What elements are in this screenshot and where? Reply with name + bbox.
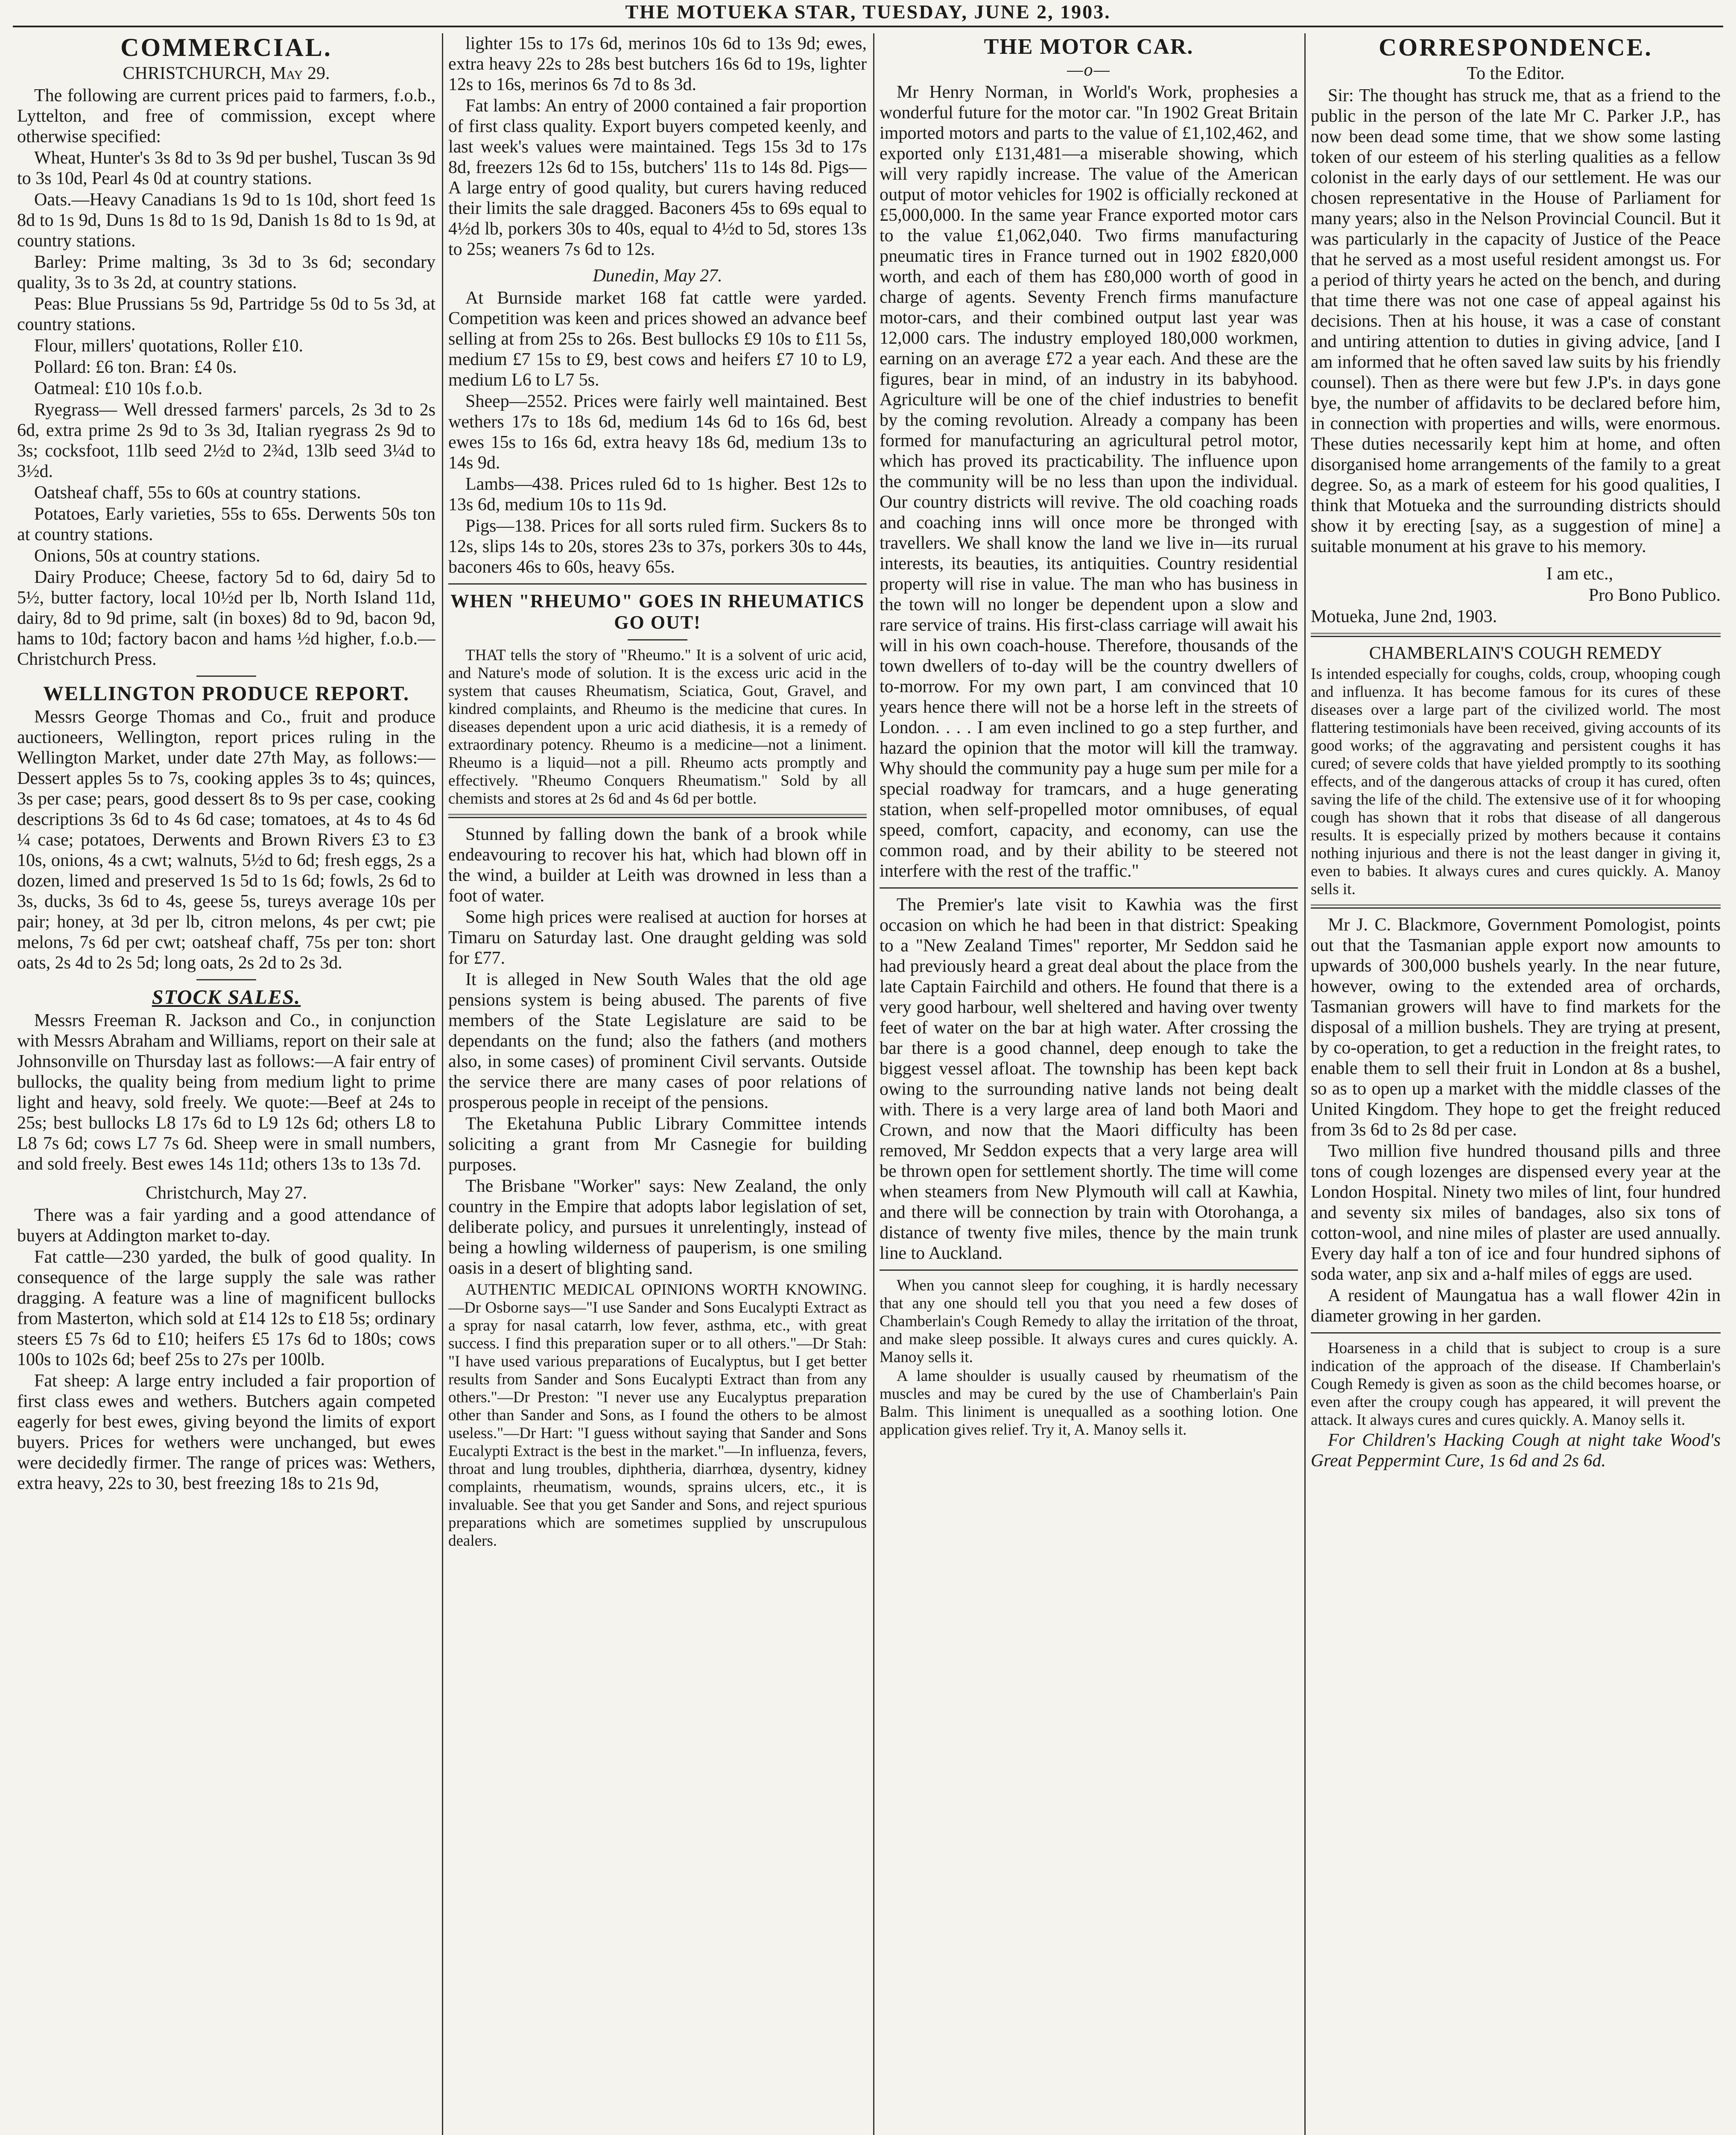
wellington-heading: WELLINGTON PRODUCE REPORT. (43, 682, 409, 705)
divider (196, 676, 256, 677)
paragraph: It is alleged in New South Wales that the old age pensions system is being abused. The parents of five members of the State Legislature are said to be dependants on the fund; also the fathers (and mothers also, in some cases) of prominent Civil servants. Outside the service there are many cases of poor relations of prosperous people in receipt of the pensions. (448, 970, 867, 1112)
paragraph: A resident of Maungatua has a wall flower 42in in diameter growing in her garden. (1311, 1286, 1721, 1326)
chamberlain-heading: CHAMBERLAIN'S COUGH REMEDY (1369, 643, 1663, 663)
paragraph: The Eketahuna Public Library Committee intends soliciting a grant from Mr Casnegie for building purposes. (448, 1114, 867, 1175)
paragraph: Some high prices were realised at auction for horses at Timaru on Saturday last. One draught gelding was sold for £77. (448, 907, 867, 968)
news-items (1311, 915, 1721, 1326)
paragraph: Fat sheep: A large entry included a fair proportion of first class ewes and wethers. Butchers again competed eagerly for best ewes, giving beyond the limits of export buyers. Prices for wethers were unchanged, but ewes were decidedly firmer. The range of prices was: Wethers, extra heavy, 22s to 30, best freezing 18s to 21s 9d, (17, 1371, 435, 1493)
premier-body (880, 895, 1298, 1263)
commercial-heading: COMMERCIAL. (120, 33, 332, 61)
divider (448, 814, 867, 818)
paragraph: The Brisbane "Worker" says: New Zealand, the only country in the Empire that adopts labor legislation of set, deliberate policy, and pursues it unrelentingly, instead of being a howling wilderness of pauperism, is one smiling oasis in a desert of blighting sand. (448, 1176, 867, 1278)
paragraph: Lambs—438. Prices ruled 6d to 1s higher. Best 12s to 13s 6d, medium 10s to 11s 9d. (448, 474, 867, 515)
paragraph: Messrs George Thomas and Co., fruit and produce auctioneers, Wellington, report prices ruling in the Wellington Market, under date 27th May, as follows:—Dessert apples 5s to 7s, cooking apples 3s to 4s; quinces, 3s per case; pears, good dessert 8s to 9s per case, cooking descriptions 3s 6d to 4s 6d case; tomatoes, at 4s to 4s 6d ¼ case; potatoes, Derwents and Brown Rivers £3 to £3 10s, onions, 4s a cwt; walnuts, 5½d to 6d; fresh eggs, 2s a dozen, limed and preserved 1s 5d to 1s 6d; fowls, 2s 6d to 3s, ducks, 3s 6d to 4s, geese 5s, tureys average 10s per pair; honey, at 3d per lb, citron melons, 4s per cwt; pie melons, 7s 6d per cwt; oatsheaf chaff, 75s per ton: short oats, 2s 4d to 2s 5d; long oats, 2s 2d to 2s 3d. (17, 707, 435, 973)
paragraph: Oatsheaf chaff, 55s to 60s at country stations. (34, 483, 361, 503)
correspondence-place: Motueka, June 2nd, 1903. (1311, 607, 1497, 626)
motor-car-body (880, 82, 1298, 881)
correspondence-signature: Pro Bono Publico. (1588, 585, 1721, 605)
column-3 (880, 33, 1298, 2135)
commercial-dateline: CHRISTCHURCH, May 29. (123, 64, 330, 83)
divider (1311, 1332, 1721, 1334)
paragraph: Oats.—Heavy Canadians 1s 9d to 1s 10d, short feed 1s 8d to 1s 9d, Duns 1s 8d to 1s 9d, Danish 1s 8d to 1s 9d, at country stations. (17, 190, 435, 251)
paragraph: Pigs—138. Prices for all sorts ruled firm. Suckers 8s to 12s, slips 14s to 20s, stores 23s to 37s, porkers 30s to 44s, baconers 46s to 60s, heavy 65s. (448, 516, 867, 577)
paragraph: Flour, millers' quotations, Roller £10. (34, 336, 304, 356)
correspondence-sub: To the Editor. (1467, 64, 1565, 83)
paragraph: Oatmeal: £10 10s f.o.b. (34, 379, 203, 398)
chamberlain-advert: Is intended especially for coughs, colds, croup, whooping cough and influenza. It has become famous for its cures of these diseases over a large part of the civilized world. The most flattering testimonials have been received, giving accounts of its good works; of the aggravating and persistent coughs it has cured; of severe colds that have yielded promptly to its soothing effects, and of the dangerous attacks of croup it has cured, often saving the life of the child. The extensive use of it for whooping cough has shown that it robs that disease of all dangerous results. It is especially prized by mothers because it contains nothing injurious and there is not the least danger in giving it, even to babies. It always cures and cures quickly. A. Manoy sells it. (1311, 665, 1721, 898)
christchurch-dateline: Christchurch, May 27. (146, 1183, 307, 1203)
paragraph: lighter 15s to 17s 6d, merinos 10s 6d to 13s 9d; ewes, extra heavy 22s to 28s best butchers 16s 6d to 19s, lighter 12s to 16s, merinos 6s 7d to 8s 3d. (448, 34, 867, 94)
cough-advert: When you cannot sleep for coughing, it is hardly necessary that any one should tell you that you need a few doses of Chamberlain's Cough Remedy to allay the irritation of the throat, and make sleep possible. It always cures and cures quickly. A. Manoy sells it. (880, 1277, 1298, 1366)
paragraph: Messrs Freeman R. Jackson and Co., in conjunction with Messrs Abraham and Williams, report on their sale at Johnsonville on Thursday last as follows:—A fair entry of bullocks, the quality being from medium light to prime light and heavy, sold freely. We quote:—Beef at 24s to 25s; best bullocks L8 17s 6d to L9 12s 6d; others L8 to L8 7s 6d; cows L7 7s 6d. Sheep were in small numbers, and sold freely. Best ewes 14s 11d; others 13s to 13s 7d. (17, 1011, 435, 1174)
paragraph: Fat cattle—230 yarded, the bulk of good quality. In consequence of the large supply the sale was rather dragging. A feature was a line of magnificent bullocks from Masterton, which sold at £14 12s to £18 5s; ordinary steers £5 7s 6d to £10; heifers £5 17s 6d to 180s; cows 100s to 102s 6d; beef 25s to 27s per 100lb. (17, 1247, 435, 1369)
correspondence-body (1311, 85, 1721, 557)
column-4 (1311, 33, 1721, 2135)
authentic-lead: AUTHENTIC MEDICAL OPINIONS WORTH KNOWING. (465, 1281, 867, 1299)
paragraph: At Burnside market 168 fat cattle were yarded. Competition was keen and prices showed an advance beef selling at from 25s to 26s. Best bullocks £9 10s to £11 5s, medium £7 15s to £9, best cows and heifers £7 10 to L9, medium L6 to L7 5s. (448, 288, 867, 390)
divider (628, 639, 687, 640)
stock-sales-body (17, 1010, 435, 1174)
authentic-text: —Dr Osborne says—"I use Sander and Sons Eucalypti Extract as a spray for nasal catarrh, low fever, asthma, etc., with great success. I find this preparation super or to all others."—Dr Stah: "I have used various preparations of Eucalyptus, but I get better results from Sander and Sons Eucalypti Extract than from any others."—Dr Preston: "I never use any Eucalyptus preparation other than Sander and Sons, as I found the others to be almost useless."—Dr Hart: "I guess without saying that Sander and Sons Eucalypti Extract is the best in the market."—In influenza, fevers, throat and lung troubles, diphtheria, diarrhœa, dysentry, kidney complaints, rheumatism, wounds, sprains ulcers, etc., it is invaluable. See that you get Sander and Sons, and reject spurious preparations which are sometimes supplied by unscrupulous dealers. (448, 1299, 867, 1550)
paragraph: Dairy Produce; Cheese, factory 5d to 6d, dairy 5d to 5½, butter factory, local 10½d per lb, North Island 11d, dairy, 8d to 9d prime, salt (in boxes) 8d to 9d, bacon 9d, hams to 10d; factory bacon and hams ½d higher, f.o.b.—Christchurch Press. (17, 567, 435, 669)
paragraph: Ryegrass— Well dressed farmers' parcels, 2s 3d to 2s 6d, extra prime 2s 9d to 3s 3d, Italian ryegrass 2s 9d to 3s; cocksfoot, 11lb seed 2½d to 2¾d, 13lb seed 3¼d to 3½d. (17, 400, 435, 481)
paragraph: Potatoes, Early varieties, 55s to 65s. Derwents 50s ton at country stations. (17, 504, 435, 544)
dunedin-body (448, 288, 867, 577)
paragraph: Two million five hundred thousand pills and three tons of cough lozenges are dispensed every year at the London Hospital. Ninety two miles of lint, four hundred and seventy six miles of bandages, also six tons of cotton-wool, and nine miles of plaster are used annually. Every day half a ton of ice and four hundred siphons of soda water, anp six and a-half miles of eggs are used. (1311, 1141, 1721, 1284)
divider (448, 583, 867, 585)
divider (880, 1269, 1298, 1271)
rheumo-advert: THAT tells the story of "Rheumo." It is a solvent of uric acid, and Nature's mode of solution. It is the excess uric acid in the system that causes Rheumatism, Sciatica, Gout, Gravel, and kindred complaints, and Rheumo is the medicine that cures. In diseases dependent upon a uric acid diathesis, it is a remedy of extraordinary potency. Rheumo is a medicine—not a liniment. Rheumo is a liquid—not a pill. Rheumo acts promptly and effectively. "Rheumo Conquers Rheumatism." Sold by all chemists and stores at 2s 6d and 4s 6d per bottle. (448, 646, 867, 807)
christchurch-body (17, 1205, 435, 1494)
divider (1311, 904, 1721, 909)
divider (1311, 633, 1721, 637)
column-rule (442, 33, 443, 2135)
woods-cure-advert: For Children's Hacking Cough at night take Wood's Great Peppermint Cure, 1s 6d and 2s 6d. (1311, 1430, 1721, 1471)
paragraph: Barley: Prime malting, 3s 3d to 3s 6d; secondary quality, 3s to 3s 2d, at country stations. (17, 252, 435, 292)
paragraph: Mr Henry Norman, in World's Work, prophesies a wonderful future for the motor car. "In 1902 Great Britain imported motors and parts to the value of £1,102,462, and exported only £131,481—a miserable showing, which will very rapidly increase. The value of the American output of motor vehicles for 1902 is officially reckoned at £5,000,000. In the same year France exported motor cars to the value £1,062,040. Two firms manufacturing pneumatic tires in France turned out in 1902 £820,000 worth, and each of them has £80,000 worth of good in charge of agents. Seventy French firms manufacture motor-cars, and their combined output last year was 12,000 cars. The industry employed 180,000 workmen, earning on an average £72 a year each. And these are the figures, bear in mind, of an industry in its babyhood. Agriculture will be one of the chief industries to benefit by the coming revolution. Already a company has been formed for manufacturing an agricultural petrol motor, which has proved its practicability. The influence upon the community will be no less than upon the individual. Our country districts will revive. The old coaching roads and coaching inns will once more be thronged with travellers. We shall know the land we live in—its rurual interests, its beauties, its antiquities. Country residential property will rise in value. The man who has business in the town will no longer be dependent upon a slow and rare service of trains. His first-class carriage will await his will in his own coach-house. Therefore, thousands of the town dwellers of to-day will be the country dwellers of to-morrow. For my own part, I am convinced that 10 years hence there will not be a horse left in the streets of London. . . . I am even inclined to go a step further, and hazard the opinion that the motor will kill the tramway. Why should the community pay a huge sum per mile for a special roadway for tramcars, and a huge generating station, when self-propelled motor omnibuses, of equal speed, comfort, capacity, and economy, can use the common road, and by their ability to be steered not interfere with the rest of the traffic." (880, 82, 1298, 881)
paragraph: Onions, 50s at country stations. (34, 546, 260, 566)
paragraph: Wheat, Hunter's 3s 8d to 3s 9d per bushel, Tuscan 3s 9d to 3s 10d, Pearl 4s 0d at country stations. (17, 148, 435, 188)
paragraph: Mr J. C. Blackmore, Government Pomologist, points out that the Tasmanian apple export now amounts to upwards of 300,000 bushels yearly. In the near future, however, owing to the extended area of orchards, Tasmanian growers will have to find markets for the disposal of a million bushels. They are trying at present, by co-operation, to get a reduction in the freight rates, to enable them to sell their fruit in London at 8s a bushel, so as to open up a market with the middle classes of the United Kingdom. They hope to get the freight reduced from 3s 6d to 2s 8d per case. (1311, 915, 1721, 1140)
rheumo-heading: WHEN "RHEUMO" GOES IN RHEUMATICS GO OUT! (450, 591, 865, 633)
column-rule (1304, 33, 1306, 2135)
paragraph: The Premier's late visit to Kawhia was the first occasion on which he had been in that district: Speaking to a "New Zealand Times" reporter, Mr Seddon said he had previously heard a great deal about the place from the late Captain Fairchild and others. He found that there is a very good harbour, well sheltered and having over twenty feet of water on the bar at high water. After crossing the bar there is a good channel, deep enough to take the biggest vessel afloat. The township has been kept back owing to the surrounding native lands not being dealt with. There is a very large area of land both Maori and Crown, and now that the Maori difficulty has been removed, Mr Seddon expects that a very large area will be thrown open for settlement shortly. The time will come when steamers from New Plymouth will call at Kawhia, and there will be connection by train with Otorohanga, a distance of twenty five miles, thence by the main trunk line to Auckland. (880, 895, 1298, 1263)
commercial-body (17, 85, 435, 670)
divider (196, 979, 256, 980)
stock-sales-heading: STOCK SALES. (152, 986, 301, 1009)
hoarseness-advert: Hoarseness in a child that is subject to croup is a sure indication of the approach of the disease. If Chamberlain's Cough Remedy is given as soon as the child becomes hoarse, or even after the croupy cough has appeared, it will prevent the attack. It always cures and cures quickly. A. Manoy sells it. (1311, 1339, 1721, 1429)
paragraph: The following are current prices paid to farmers, f.o.b., Lyttelton, and free of commission, except where otherwise specified: (17, 86, 435, 146)
paragraph: Sheep—2552. Prices were fairly well maintained. Best wethers 17s to 18s 6d, medium 14s 6d to 16s 6d, best ewes 15s to 16s 6d, extra heavy 18s 6d, medium 13s to 14s 9d. (448, 392, 867, 473)
paragraph: Sir: The thought has struck me, that as a friend to the public in the person of the late Mr C. Parker J.P., has now been dead some time, that we show some lasting token of our esteem of his sterling qualities as a fellow colonist in the early days of our settlement. He was our chosen representative in the House of Parliament for many years; also in the Nelson Provincial Council. But it was particularly in the capacity of Justice of the Peace that he served as a most useful resident amongst us. For a period of thirty years he acted on the bench, and during that time there was not one case of appeal against his decisions. Then at his house, it was a case of constant and untiring attention to duties in giving advice, [and I am informed that he often saved law suits by his friendly counsel). Then as there were but few J.P's. in days gone bye, the number of affidavits to be declared before him, in connection with properties and wills, were enormous. These duties necessarily kept him at home, and often disorganised home arrangements of the family to a great degree. So, as a mark of esteem for his good qualities, I think that Motueka and the surrounding districts should show it by erecting [say, as a suggestion of mine] a suitable monument at his grave to his memory. (1311, 86, 1721, 556)
news-items (448, 824, 867, 1278)
dunedin-dateline: Dunedin, May 27. (593, 266, 722, 286)
paragraph: There was a fair yarding and a good attendance of buyers at Addington market to-day. (17, 1205, 435, 1246)
column-2 (448, 33, 867, 2135)
lame-shoulder-advert: A lame shoulder is usually caused by rheumatism of the muscles and may be cured by the use of Chamberlain's Pain Balm. This liniment is unequalled as a soothing lotion. One application gives relief. Try it, A. Manoy sells it. (880, 1367, 1298, 1439)
stock-continued (448, 33, 867, 260)
paragraph: Stunned by falling down the bank of a brook while endeavouring to recover his hat, which had blown off in the wind, a builder at Leith was drowned in less than a foot of water. (448, 825, 867, 906)
correspondence-close: I am etc., (1546, 564, 1613, 584)
authentic-advert (448, 1281, 867, 1550)
motor-car-ornament: —o— (1067, 60, 1111, 80)
column-1 (17, 33, 435, 2135)
correspondence-heading: CORRESPONDENCE. (1379, 33, 1653, 61)
masthead: THE MOTUEKA STAR, TUESDAY, JUNE 2, 1903. (625, 1, 1111, 23)
divider (880, 887, 1298, 889)
wellington-body (17, 707, 435, 973)
paragraph: Pollard: £6 ton. Bran: £4 0s. (34, 357, 237, 377)
masthead-rule (13, 26, 1723, 27)
paragraph: Peas: Blue Prussians 5s 9d, Partridge 5s 0d to 5s 3d, at country stations. (17, 294, 435, 334)
paragraph: Fat lambs: An entry of 2000 contained a fair proportion of first class quality. Export buyers competed keenly, and last week's values were maintained. Tegs 15s 3d to 17s 8d, freezers 12s 6d to 15s, butchers' 11s to 14s 8d. Pigs—A large entry of good quality, but curers having reduced their limits the sale dragged. Baconers 45s to 69s equal to 4½d lb, porkers 30s to 40s, equal to 4½d to 5d, stores 13s to 25s; weaners 7s 6d to 12s. (448, 96, 867, 259)
column-rule (873, 33, 874, 2135)
motor-car-heading: THE MOTOR CAR. (984, 35, 1194, 59)
